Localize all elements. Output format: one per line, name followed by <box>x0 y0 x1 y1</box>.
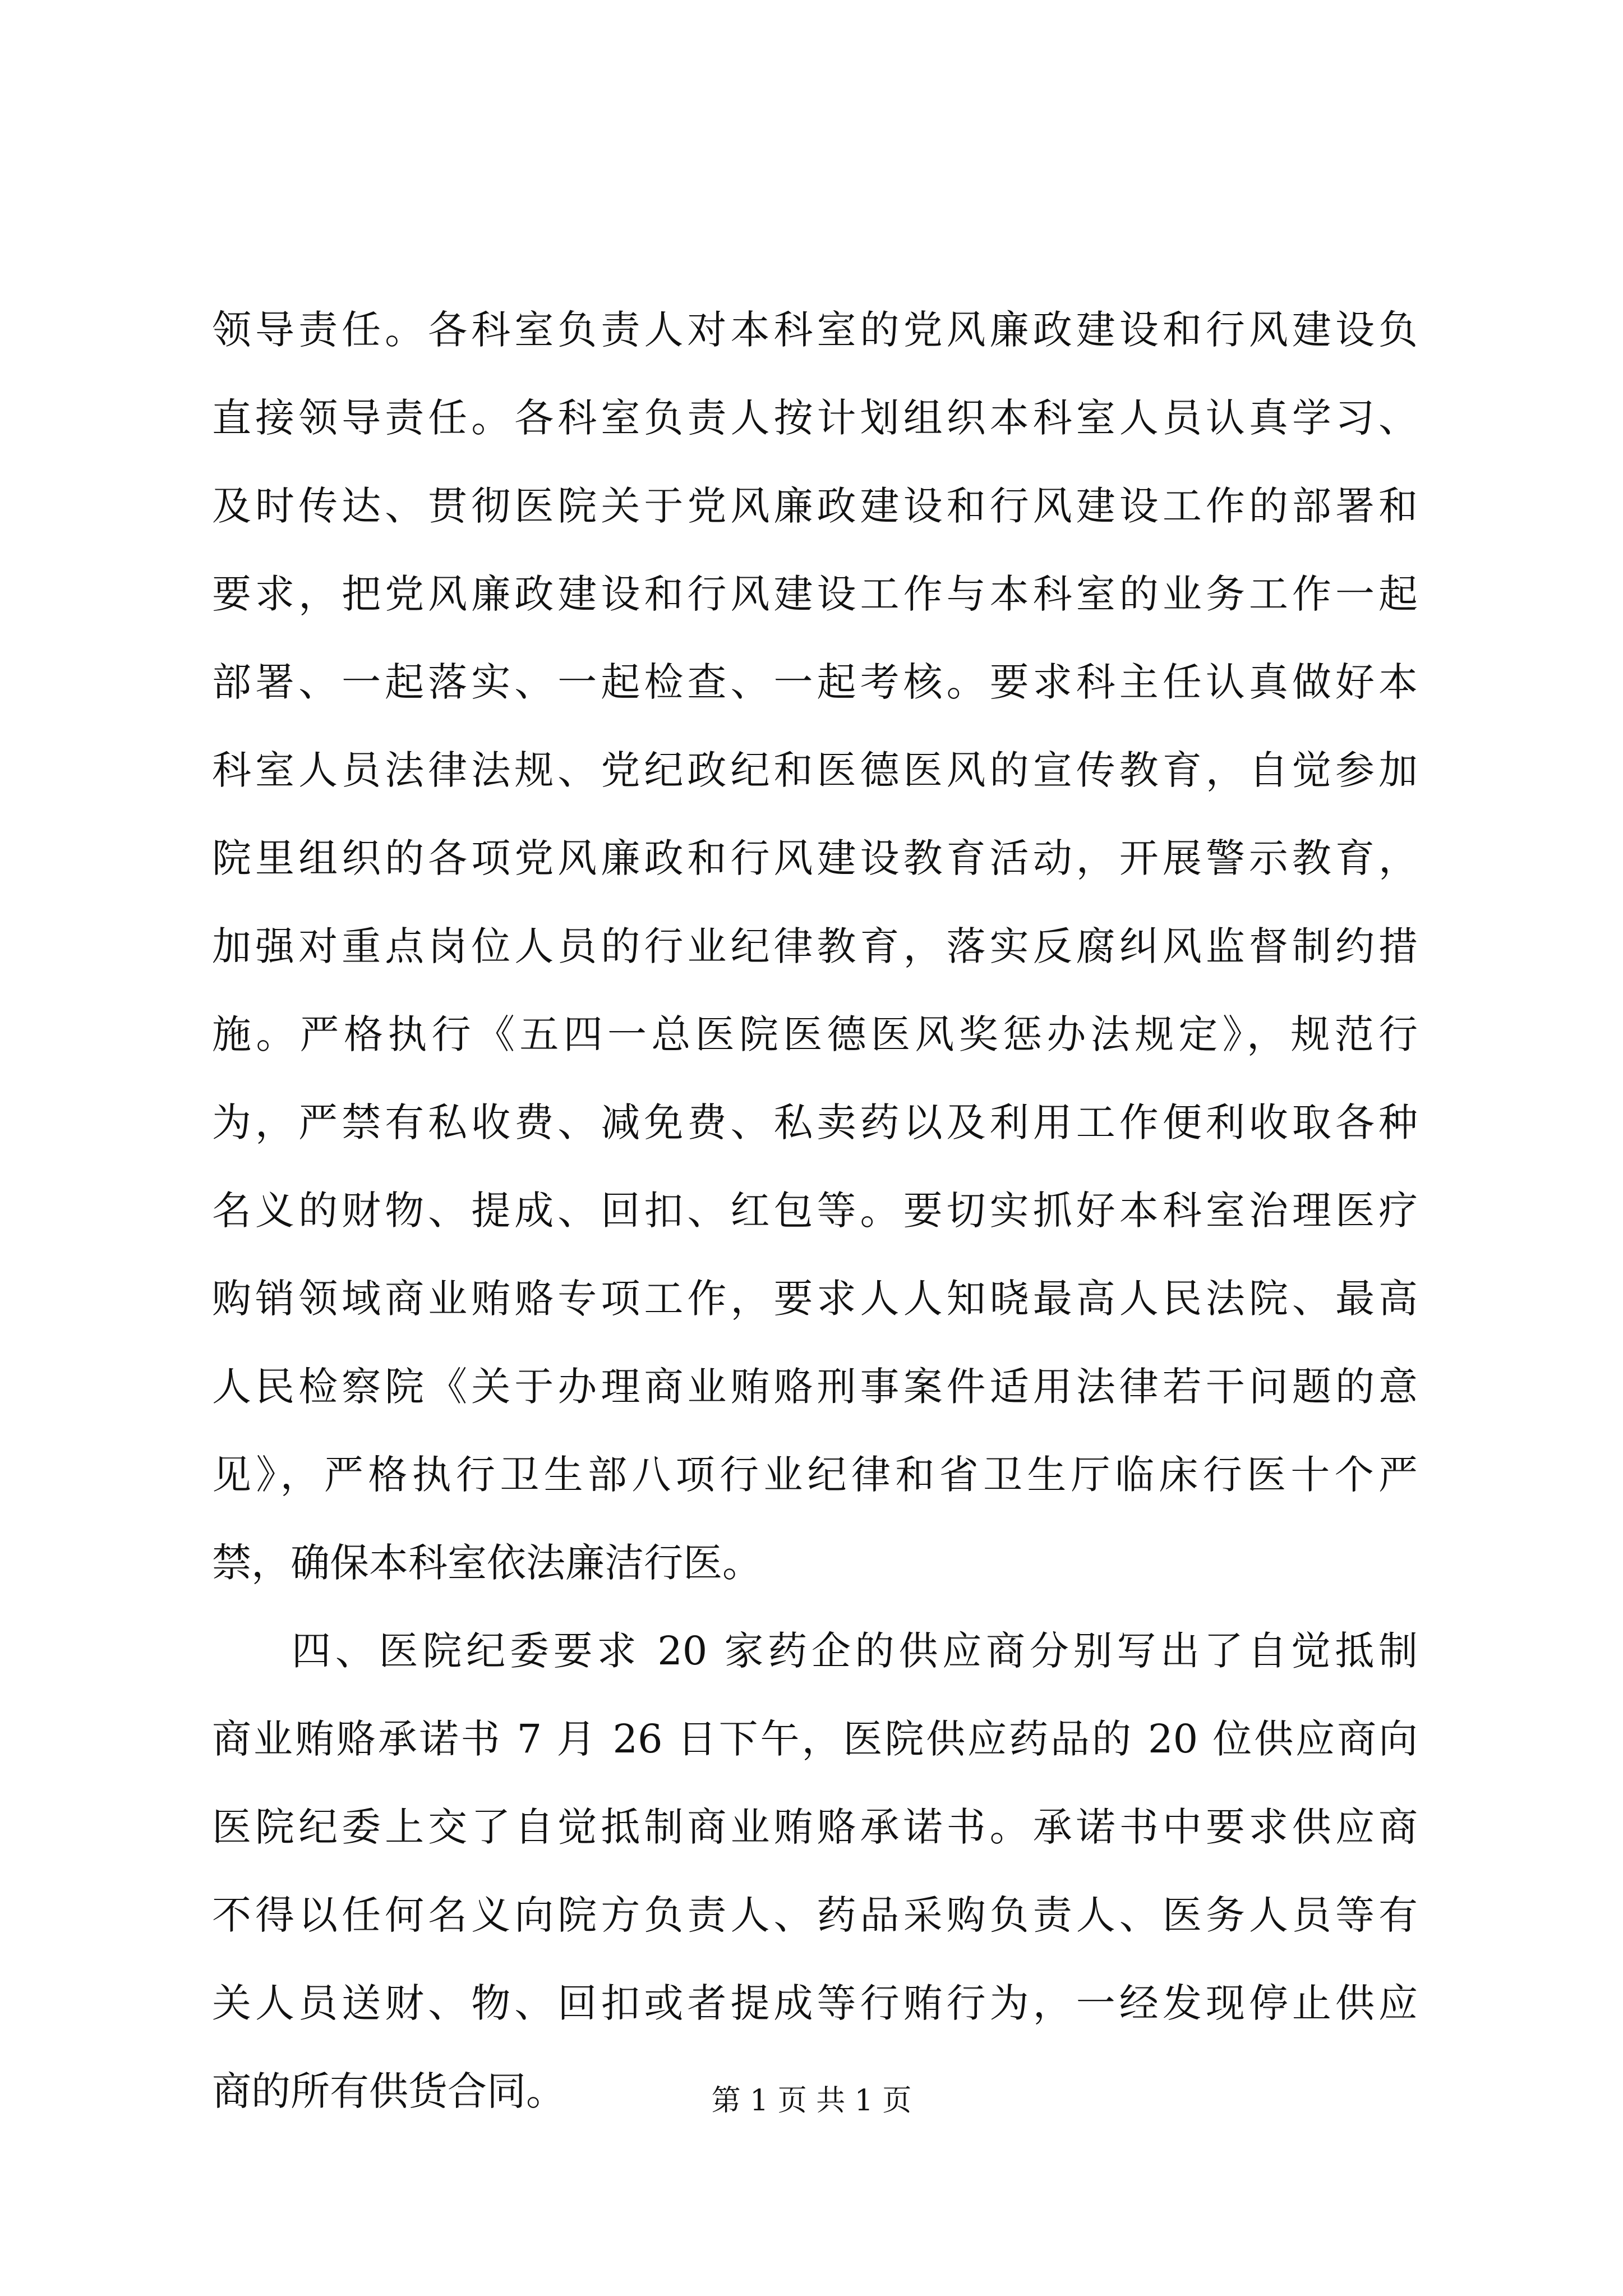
document-body <box>212 286 1418 2136</box>
text-line: 直接领导责任。各科室负责人按计划组织本科室人员认真学习、 <box>212 395 1418 441</box>
text-line: 关人员送财、物、回扣或者提成等行贿行为，一经发现停止供应 <box>212 1980 1418 2026</box>
text-line: 科室人员法律法规、党纪政纪和医德医风的宣传教育，自觉参加 <box>212 747 1418 793</box>
text-line: 购销领域商业贿赂专项工作，要求人人知晓最高人民法院、最高 <box>212 1276 1418 1322</box>
text-line: 院里组织的各项党风廉政和行风建设教育活动，开展警示教育， <box>212 835 1418 881</box>
text-line: 商的所有供货合同。 <box>212 2068 565 2114</box>
text-line: 领导责任。各科室负责人对本科室的党风廉政建设和行风建设负 <box>212 307 1418 353</box>
text-line: 四、医院纪委要求 20 家药企的供应商分别写出了自觉抵制 <box>292 1628 1418 1674</box>
paragraph <box>212 286 1418 1607</box>
text-line: 为，严禁有私收费、减免费、私卖药以及利用工作便利收取各种 <box>212 1099 1418 1145</box>
text-line: 见》，严格执行卫生部八项行业纪律和省卫生厅临床行医十个严 <box>212 1452 1418 1498</box>
text-line: 部署、一起落实、一起检查、一起考核。要求科主任认真做好本 <box>212 659 1418 705</box>
page-number-label: 第 1 页 共 1 页 <box>711 2084 912 2118</box>
text-line: 医院纪委上交了自觉抵制商业贿赂承诺书。承诺书中要求供应商 <box>212 1804 1418 1850</box>
text-line: 禁，确保本科室依法廉洁行医。 <box>212 1540 762 1586</box>
text-line: 商业贿赂承诺书 7 月 26 日下午，医院供应药品的 20 位供应商向 <box>212 1716 1418 1762</box>
text-line: 名义的财物、提成、回扣、红包等。要切实抓好本科室治理医疗 <box>212 1188 1418 1234</box>
page-footer <box>0 2078 1623 2123</box>
text-line: 要求，把党风廉政建设和行风建设工作与本科室的业务工作一起 <box>212 571 1418 617</box>
text-line: 及时传达、贯彻医院关于党风廉政建设和行风建设工作的部署和 <box>212 483 1418 529</box>
text-line: 人民检察院《关于办理商业贿赂刑事案件适用法律若干问题的意 <box>212 1364 1418 1410</box>
paragraph <box>212 1607 1418 2136</box>
text-line: 加强对重点岗位人员的行业纪律教育，落实反腐纠风监督制约措 <box>212 923 1418 969</box>
text-line: 不得以任何名义向院方负责人、药品采购负责人、医务人员等有 <box>212 1892 1418 1938</box>
text-line: 施。严格执行《五四一总医院医德医风奖惩办法规定》，规范行 <box>212 1011 1418 1057</box>
